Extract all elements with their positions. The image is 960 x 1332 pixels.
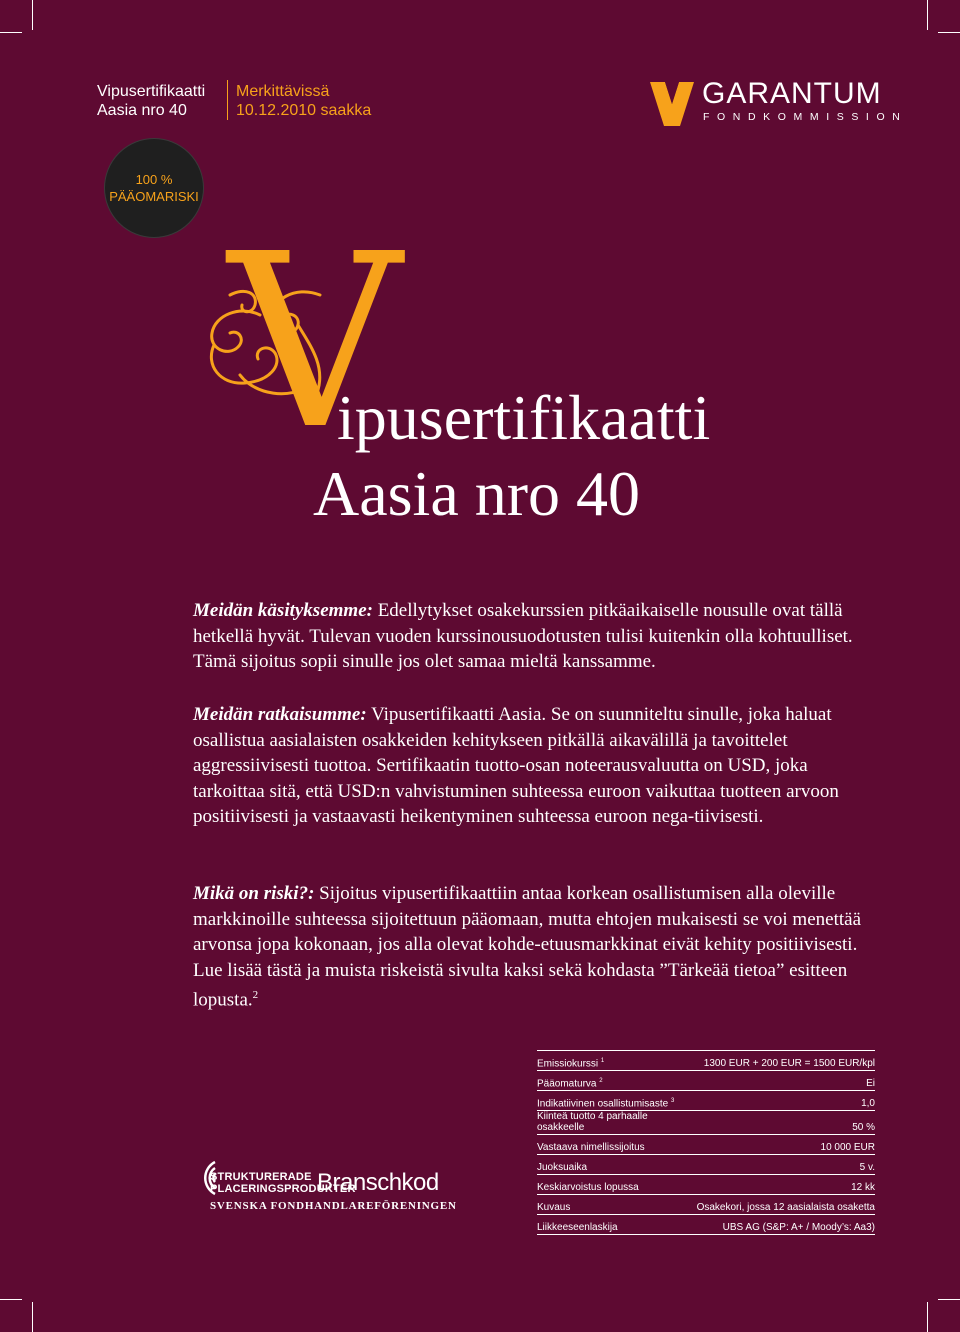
fact-row bbox=[537, 1051, 875, 1071]
fact-label: Keskiarvoistus lopussa bbox=[537, 1182, 639, 1193]
crop-mark bbox=[938, 32, 960, 33]
badge-line1: 100 % bbox=[135, 172, 173, 187]
logo-subtitle: FONDKOMMISSION bbox=[703, 111, 908, 123]
branschkod-logo bbox=[193, 1158, 457, 1216]
fact-label-cell bbox=[537, 1215, 697, 1235]
paragraph-text: Vipusertifikaatti Aasia. Se on suunniteltu sinulle, joka haluat osallistua aasialaisten osakkeiden kehitykseen pitkällä aikavälillä ja tavoittelet aggressiivisesti tuottoa. Sertifikaatin tuotto-osan noteerausvaluutta on USD, joka tarkoittaa sitä, että USD:n vahvistuminen suhteessa euroon vaikuttaa tuotteen arvoon positiivisesti ja vastaavasti heikentyminen suhteessa euroon nega-tiivisesti. bbox=[193, 704, 839, 828]
title-line2: Aasia nro 40 bbox=[313, 458, 641, 529]
fact-label: Juoksuaika bbox=[537, 1162, 588, 1173]
footnote-ref: 1 bbox=[600, 1057, 605, 1064]
footnote-ref: 3 bbox=[670, 1097, 675, 1104]
paragraph-our-view bbox=[193, 598, 875, 675]
fact-label: Kuvaus bbox=[537, 1202, 571, 1213]
fact-label: Pääomaturva bbox=[537, 1078, 597, 1089]
key-facts-table bbox=[537, 1050, 875, 1235]
paragraph-risk bbox=[193, 881, 875, 1013]
fact-value: 5 v. bbox=[697, 1155, 875, 1175]
header-divider bbox=[227, 80, 228, 120]
logo-name: GARANTUM bbox=[702, 77, 882, 110]
crop-mark bbox=[938, 1299, 960, 1300]
capital-risk-badge bbox=[104, 138, 204, 238]
fact-label-cell bbox=[537, 1051, 697, 1071]
footnote-ref: 2 bbox=[252, 989, 259, 1002]
fact-value: 10 000 EUR bbox=[697, 1135, 875, 1155]
fact-label-cell bbox=[537, 1071, 697, 1091]
fact-label-cell bbox=[537, 1091, 697, 1111]
crop-mark bbox=[0, 32, 22, 33]
paragraph-lead: Mikä on riski?: bbox=[193, 883, 315, 904]
fact-value: UBS AG (S&P: A+ / Moody’s: Aa3) bbox=[697, 1215, 875, 1235]
subscription-line2: 10.12.2010 saakka bbox=[236, 102, 372, 119]
fact-row bbox=[537, 1111, 875, 1135]
fact-row bbox=[537, 1155, 875, 1175]
fact-value: 12 kk bbox=[697, 1175, 875, 1195]
crop-mark bbox=[927, 1302, 928, 1332]
paragraph-lead: Meidän käsityksemme: bbox=[193, 600, 373, 621]
fact-value: 1,0 bbox=[697, 1091, 875, 1111]
fact-row bbox=[537, 1091, 875, 1111]
branschkod-line1: STRUKTURERADE bbox=[210, 1171, 312, 1183]
branschkod-line2: PLACERINGSPRODUKTER bbox=[210, 1183, 356, 1195]
product-name-line1: Vipusertifikaatti bbox=[97, 83, 206, 100]
branschkod-word: Branschkod bbox=[317, 1169, 439, 1196]
fact-value: 1300 EUR + 200 EUR = 1500 EUR/kpl bbox=[697, 1051, 875, 1071]
key-facts-body bbox=[537, 1051, 875, 1235]
fact-row bbox=[537, 1215, 875, 1235]
fact-label: Liikkeeseenlaskija bbox=[537, 1222, 618, 1233]
fact-label-cell bbox=[537, 1135, 697, 1155]
crop-mark bbox=[32, 0, 33, 30]
product-name-line2: Aasia nro 40 bbox=[97, 102, 187, 119]
fact-label: Kiinteä tuotto 4 parhaalle osakkeelle bbox=[537, 1111, 648, 1133]
crop-mark bbox=[32, 1302, 33, 1332]
branschkod-subtitle: SVENSKA FONDHANDLAREFÖRENINGEN bbox=[210, 1200, 457, 1212]
garantum-mark-icon bbox=[650, 82, 694, 126]
fact-row bbox=[537, 1135, 875, 1155]
fact-label-cell bbox=[537, 1155, 697, 1175]
fact-row bbox=[537, 1175, 875, 1195]
paragraph-text: Edellytykset osakekurssien pitkäaikaiselle nousulle ovat tällä hetkellä hyvät. Tulevan vuoden kurssinousuodotusten tulisi kuitenkin olla kohtuulliset. Tämä sijoitus sopii sinulle jos olet samaa mieltä kanssamme. bbox=[193, 600, 853, 673]
title-initial: V bbox=[228, 202, 402, 482]
crop-mark bbox=[927, 0, 928, 30]
subscription-line1: Merkittävissä bbox=[236, 83, 330, 100]
badge-line2: PÄÄOMARISKI bbox=[109, 189, 199, 204]
paragraph-lead: Meidän ratkaisumme: bbox=[193, 704, 367, 725]
fact-label-cell bbox=[537, 1175, 697, 1195]
footnote-ref: 2 bbox=[599, 1077, 603, 1084]
crop-mark bbox=[0, 1299, 22, 1300]
product-name bbox=[97, 82, 205, 120]
fact-label: Emissiokurssi bbox=[537, 1058, 599, 1069]
fact-value: Osakekori, jossa 12 aasialaista osaketta bbox=[697, 1195, 875, 1215]
paragraph-our-solution bbox=[193, 702, 875, 830]
subscription-period bbox=[236, 82, 371, 120]
fact-value: Ei bbox=[697, 1071, 875, 1091]
fact-row bbox=[537, 1071, 875, 1091]
fact-label-cell bbox=[537, 1111, 697, 1135]
paragraph-text: Sijoitus vipusertifikaattiin antaa korkean osallistumisen alla oleville markkinoille suhteessa sijoitettuun pääomaan, mutta ehtojen mukaisesti se voi menettää arvonsa jopa kokonaan, jos alla olevat kohde-etuusmarkkinat eivät kehity positiivisesti. Lue lisää tästä ja muista riskeistä sivulta kaksi sekä kohdasta ”Tärkeää tietoa” esitteen lopusta. bbox=[193, 883, 861, 1011]
title-line1: ipusertifikaatti bbox=[337, 382, 711, 453]
fact-label: Vastaava nimellissijoitus bbox=[537, 1142, 645, 1153]
fact-row bbox=[537, 1195, 875, 1215]
fact-label: Indikatiivinen osallistumisaste bbox=[537, 1098, 669, 1109]
fact-label-cell bbox=[537, 1195, 697, 1215]
fact-value: 50 % bbox=[697, 1111, 875, 1135]
garantum-logo bbox=[650, 77, 908, 128]
